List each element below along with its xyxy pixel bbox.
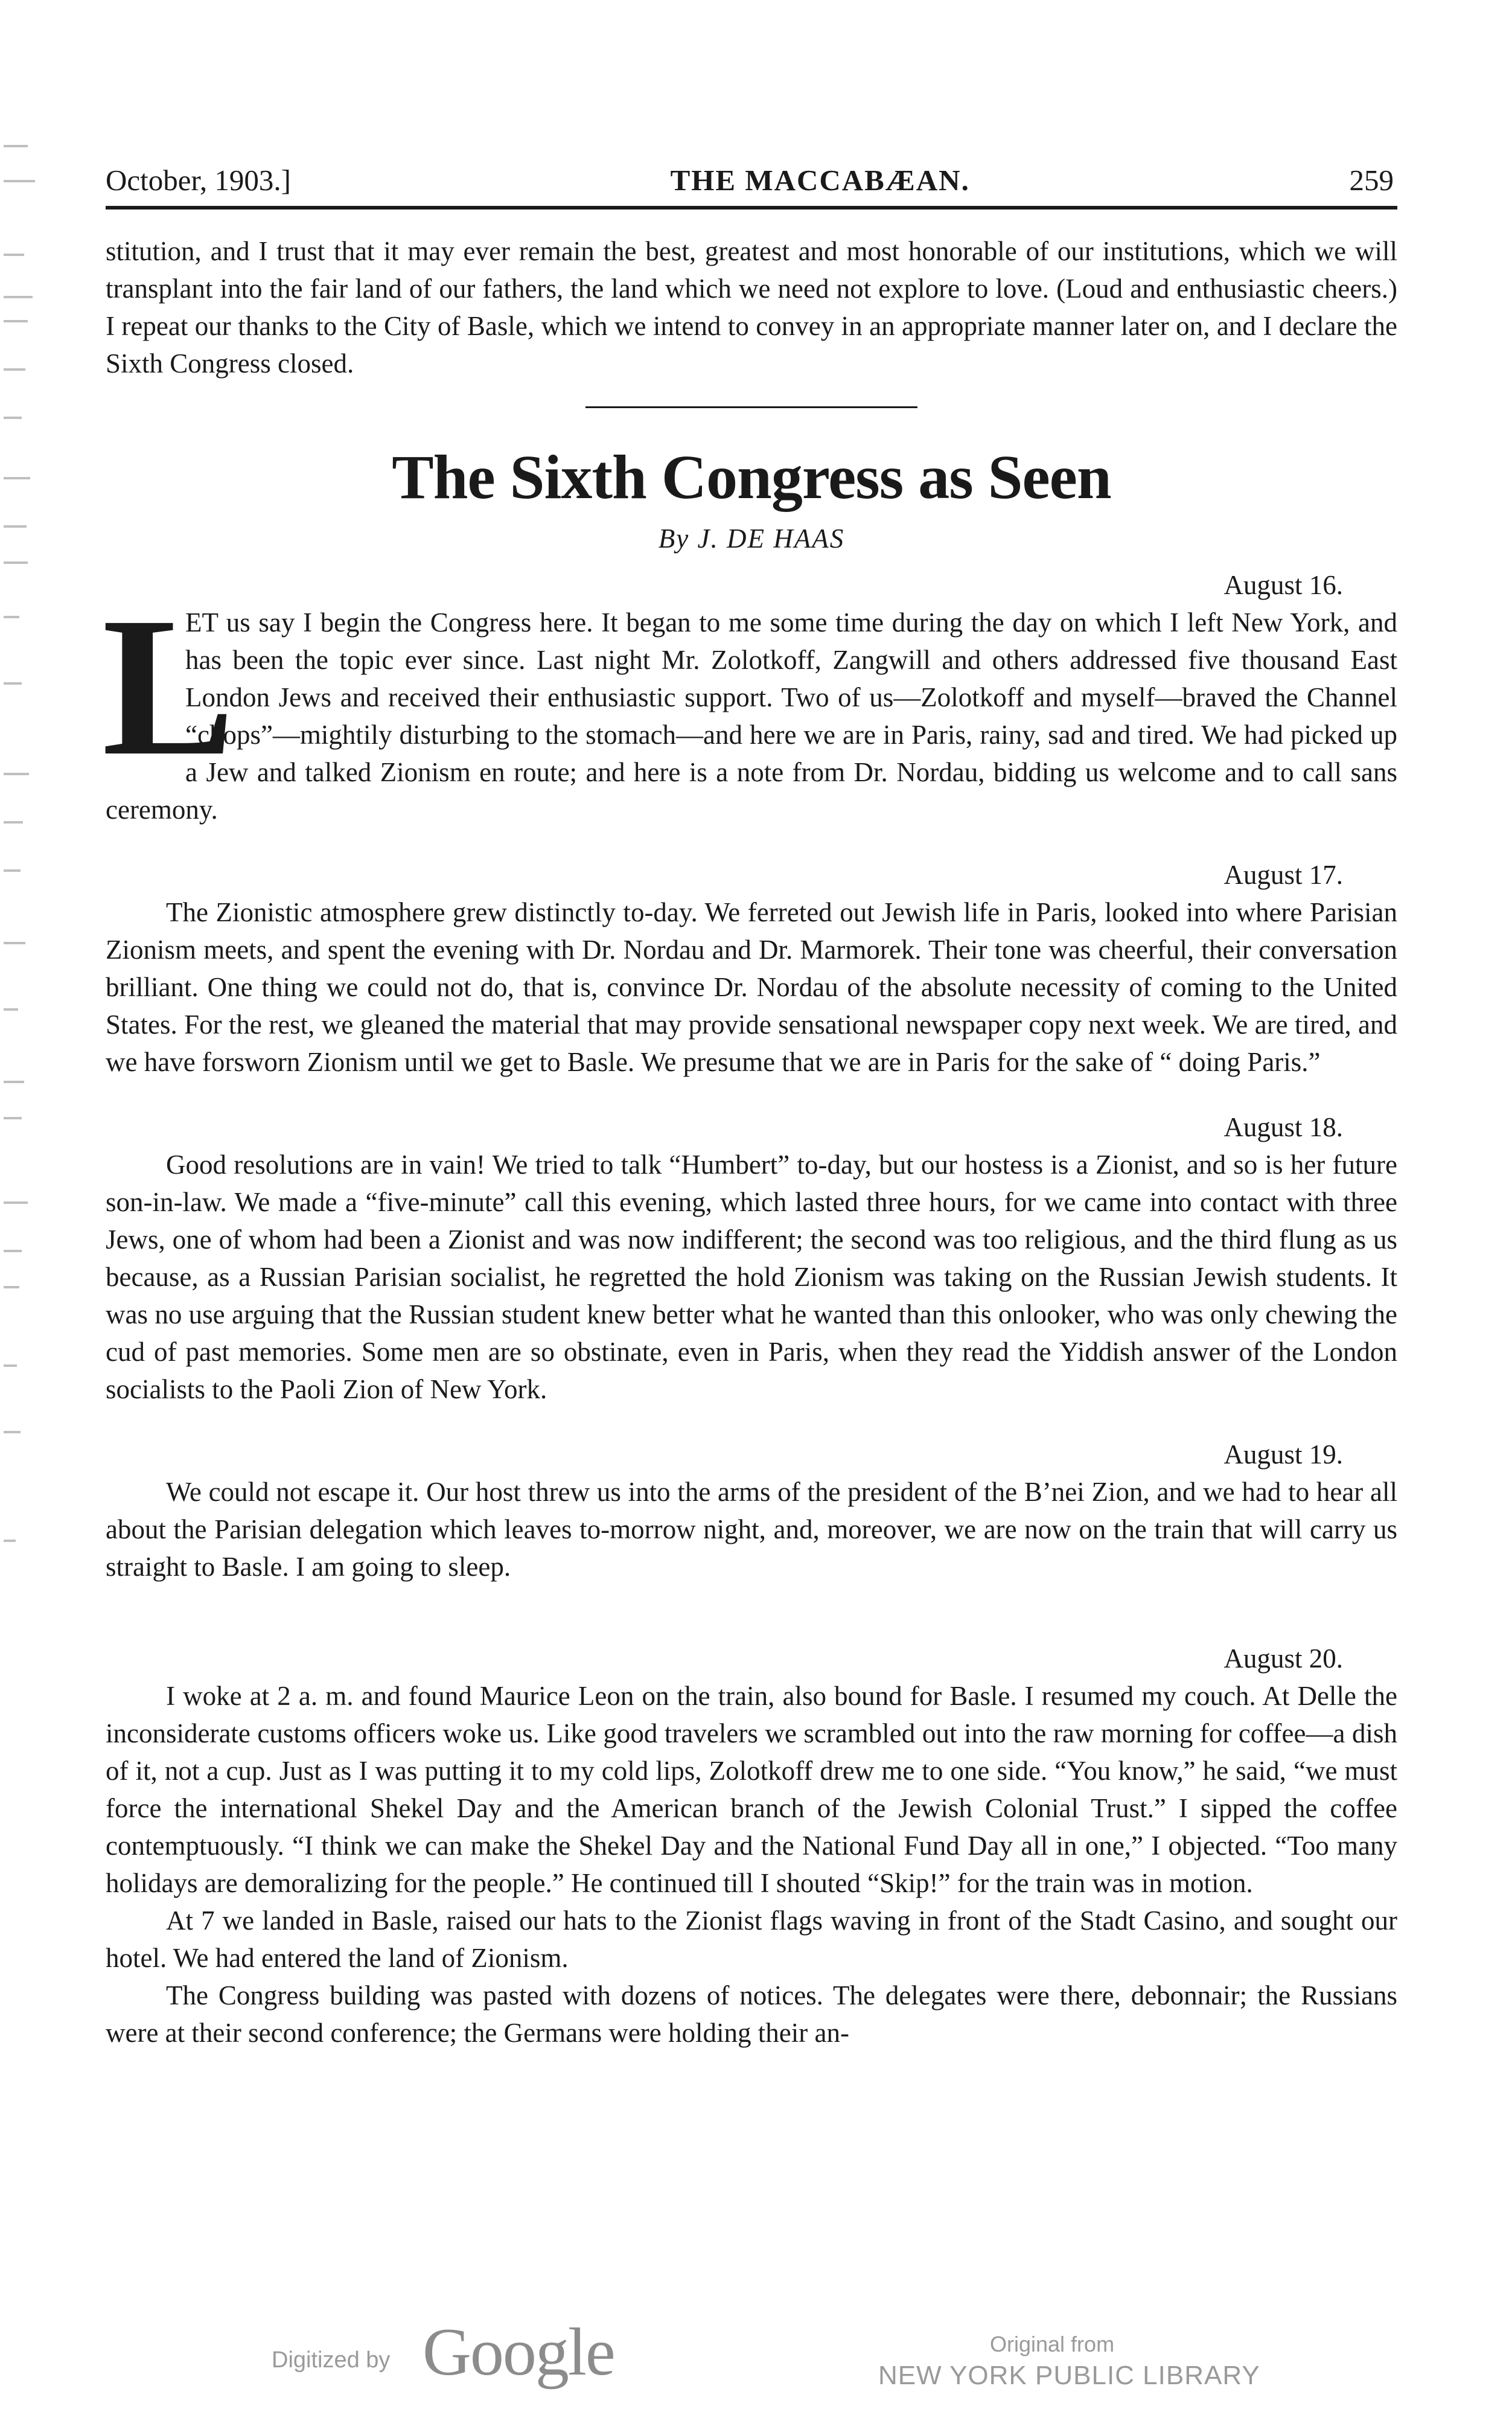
digitization-footer (0, 2315, 1512, 2391)
journal-title: THE MACCABÆAN. (670, 164, 970, 197)
continued-paragraph: stitution, and I trust that it may ever remain the best, greatest and most honorable of our institutions, which we will transplant into the fair land of our fathers, the land which we need not explore to love. (Loud and enthusiastic cheers.) I repeat our thanks to the City of Basle, which we intend to convey in an appropriate manner later on, and I declare the Sixth Congress closed. (106, 236, 1397, 379)
book-page (102, 163, 1397, 2052)
entry-text: I woke at 2 a. m. and found Maurice Leon on the train, also bound for Basle. I resumed my couch. At Delle the inconsiderate customs officers woke us. Like good travelers we scrambled out into the raw morning for coffee—a dish of it, not a cup. Just as I was putting it to my cold lips, Zolotkoff drew me to one side. “You know,” he said, “we must force the international Shekel Day and the American branch of the Jewish Colonial Trust.” I sipped the coffee contemptuously. “I think we can make the Shekel Day and the National Fund Day all in one,” I objected. “Too many holidays are demoralizing for the people.” He continued till I shouted “Skip!” for the train was in motion. (106, 1681, 1397, 1898)
drop-cap: L (102, 577, 235, 797)
article-byline: By J. DE HAAS (658, 523, 845, 554)
entry-date: August 17. (1223, 860, 1343, 890)
entry-text: The Zionistic atmosphere grew distinctly to-day. We ferreted out Jewish life in Paris, looked into where Parisian Zionism meets, and spent the evening with Dr. Nordau and Dr. Marmorek. Their tone was cheerful, their conversation brilliant. One thing we could not do, that is, convince Dr. Nordau of the absolute necessity of coming to the United States. For the rest, we gleaned the material that may provide sensational newspaper copy next week. We are tired, and we have forsworn Zionism until we get to Basle. We presume that we are in Paris for the sake of “ doing Paris.” (106, 897, 1397, 1077)
entry-text: We could not escape it. Our host threw us into the arms of the president of the B’nei Zion, and we had to hear all about the Parisian delegation which leaves to-morrow night, and, moreover, we are now on the train that will carry us straight to Basle. I am going to sleep. (106, 1477, 1397, 1582)
entry-date: August 18. (1223, 1112, 1343, 1142)
left-margin-bleed-marks (0, 139, 42, 1648)
google-logo: Google (423, 2315, 614, 2390)
entry-text: Good resolutions are in vain! We tried to talk “Humbert” to-day, but our hostess is a Zionist, and so is her future son-in-law. We made a “five-minute” call this evening, which lasted three hours, for we came into contact with three Jews, one of whom had been a Zionist and was now indifferent; the second was too religious, and the third flung as us because, as a Russian Parisian socialist, he regretted the hold Zionism was taking on the Russian Jewish students. It was no use arguing that the Russian student knew better what he wanted than this onlooker, who was only chewing the cud of past memories. Some men are so obstinate, even in Paris, when they read the Yiddish answer of the London socialists to the Paoli Zion of New York. (106, 1150, 1397, 1404)
original-from-label: Original from (990, 2332, 1115, 2356)
library-name: NEW YORK PUBLIC LIBRARY (878, 2361, 1260, 2390)
issue-date: October, 1903.] (106, 164, 291, 197)
entry-date: August 16. (1223, 570, 1343, 600)
running-head (106, 163, 1397, 210)
entry-date: August 19. (1223, 1439, 1343, 1470)
article-title: The Sixth Congress as Seen (392, 443, 1111, 512)
entry-text: At 7 we landed in Basle, raised our hats to the Zionist flags waving in front of the Stadt Casino, and sought our hotel. We had entered the land of Zionism. (106, 1905, 1397, 1973)
page-number: 259 (1349, 164, 1394, 197)
entry-text: ET us say I begin the Congress here. It began to me some time during the day on which I left New York, and has been the topic ever since. Last night Mr. Zolotkoff, Zangwill and others addressed five thousand East London Jews and received their enthusiastic support. Two of us—Zolotkoff and myself—braved the Channel “chops”—mightily disturbing to the stomach—and here we are in Paris, rainy, sad and tired. We had picked up a Jew and talked Zionism en route; and here is a note from Dr. Nordau, bidding us welcome and to call sans ceremony. (106, 607, 1397, 825)
entry-date: August 20. (1223, 1643, 1343, 1674)
section-divider (585, 406, 917, 408)
digitized-by-label: Digitized by (272, 2347, 391, 2373)
entry-text: The Congress building was pasted with dozens of notices. The delegates were there, debonnair; the Russians were at their second conference; the Germans were holding their an- (106, 1980, 1397, 2048)
